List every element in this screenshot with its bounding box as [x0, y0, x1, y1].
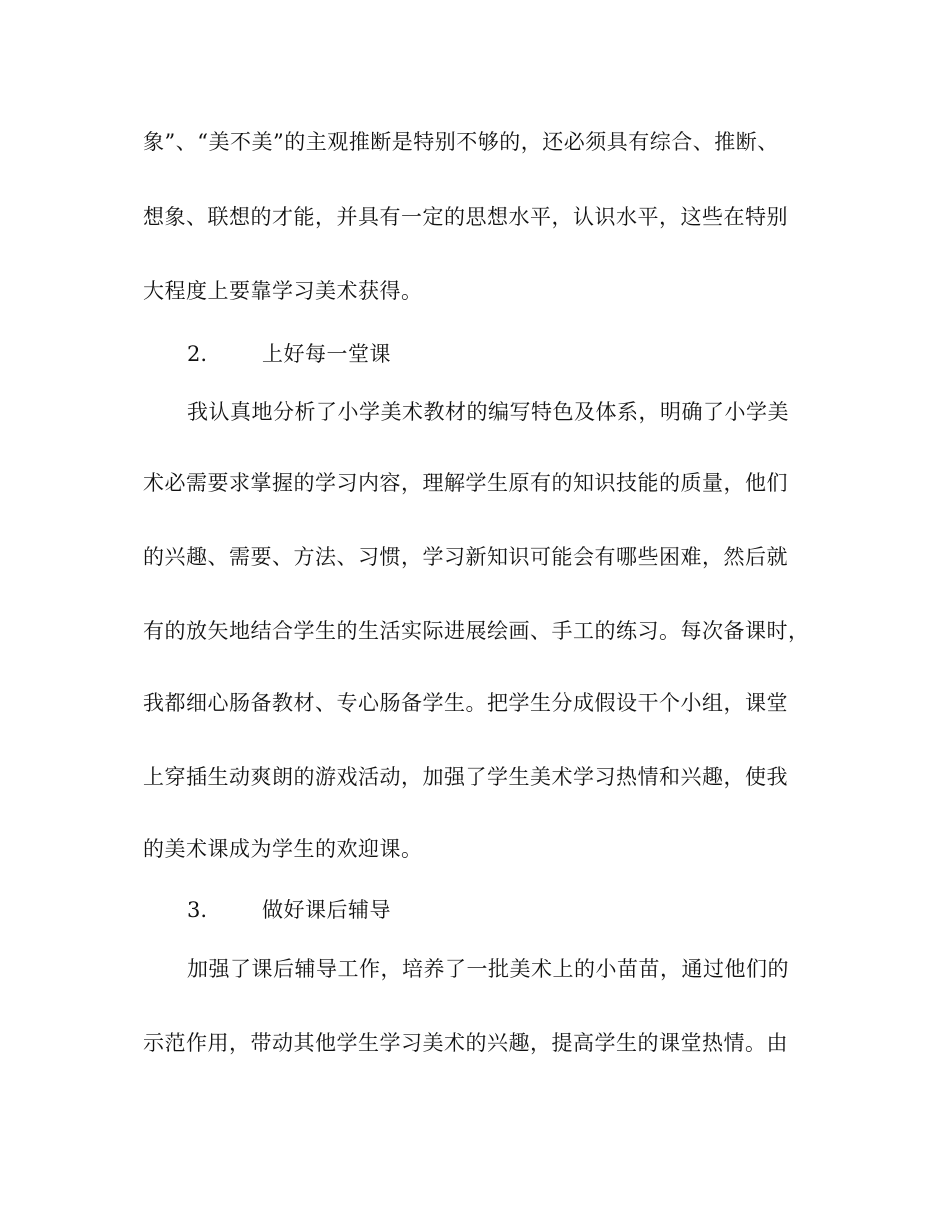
paragraph-line: 我都细心肠备教材、专心肠备学生。把学生分成假设干个小组，课堂: [143, 691, 788, 715]
paragraph-line: 的美术课成为学生的欢迎课。: [143, 837, 423, 861]
paragraph-line: 大程度上要靠学习美术获得。: [143, 279, 423, 303]
paragraph-line: 示范作用，带动其他学生学习美术的兴趣，提高学生的课堂热情。由: [143, 1031, 788, 1055]
paragraph-line: 加强了课后辅导工作，培养了一批美术上的小苗苗，通过他们的: [187, 957, 789, 981]
section-number: 2.: [187, 342, 208, 366]
paragraph-line: 有的放矢地结合学生的生活实际进展绘画、手工的练习。每次备课时，: [143, 619, 810, 643]
section-title: 做好课后辅导: [262, 898, 391, 922]
paragraph-line: 的兴趣、需要、方法、习惯，学习新知识可能会有哪些困难，然后就: [143, 545, 788, 569]
paragraph-line: 术必需要求掌握的学习内容，理解学生原有的知识技能的质量，他们: [143, 471, 788, 495]
paragraph-line: 想象、联想的才能，并具有一定的思想水平，认识水平，这些在特别: [143, 205, 788, 229]
section-title: 上好每一堂课: [262, 342, 391, 366]
paragraph-line: 上穿插生动爽朗的游戏活动，加强了学生美术学习热情和兴趣，使我: [143, 765, 788, 789]
paragraph-line: 象”、“美不美”的主观推断是特别不够的，还必须具有综合、推断、: [143, 130, 779, 154]
paragraph-line: 我认真地分析了小学美术教材的编写特色及体系，明确了小学美: [187, 400, 789, 424]
section-number: 3.: [187, 898, 208, 922]
